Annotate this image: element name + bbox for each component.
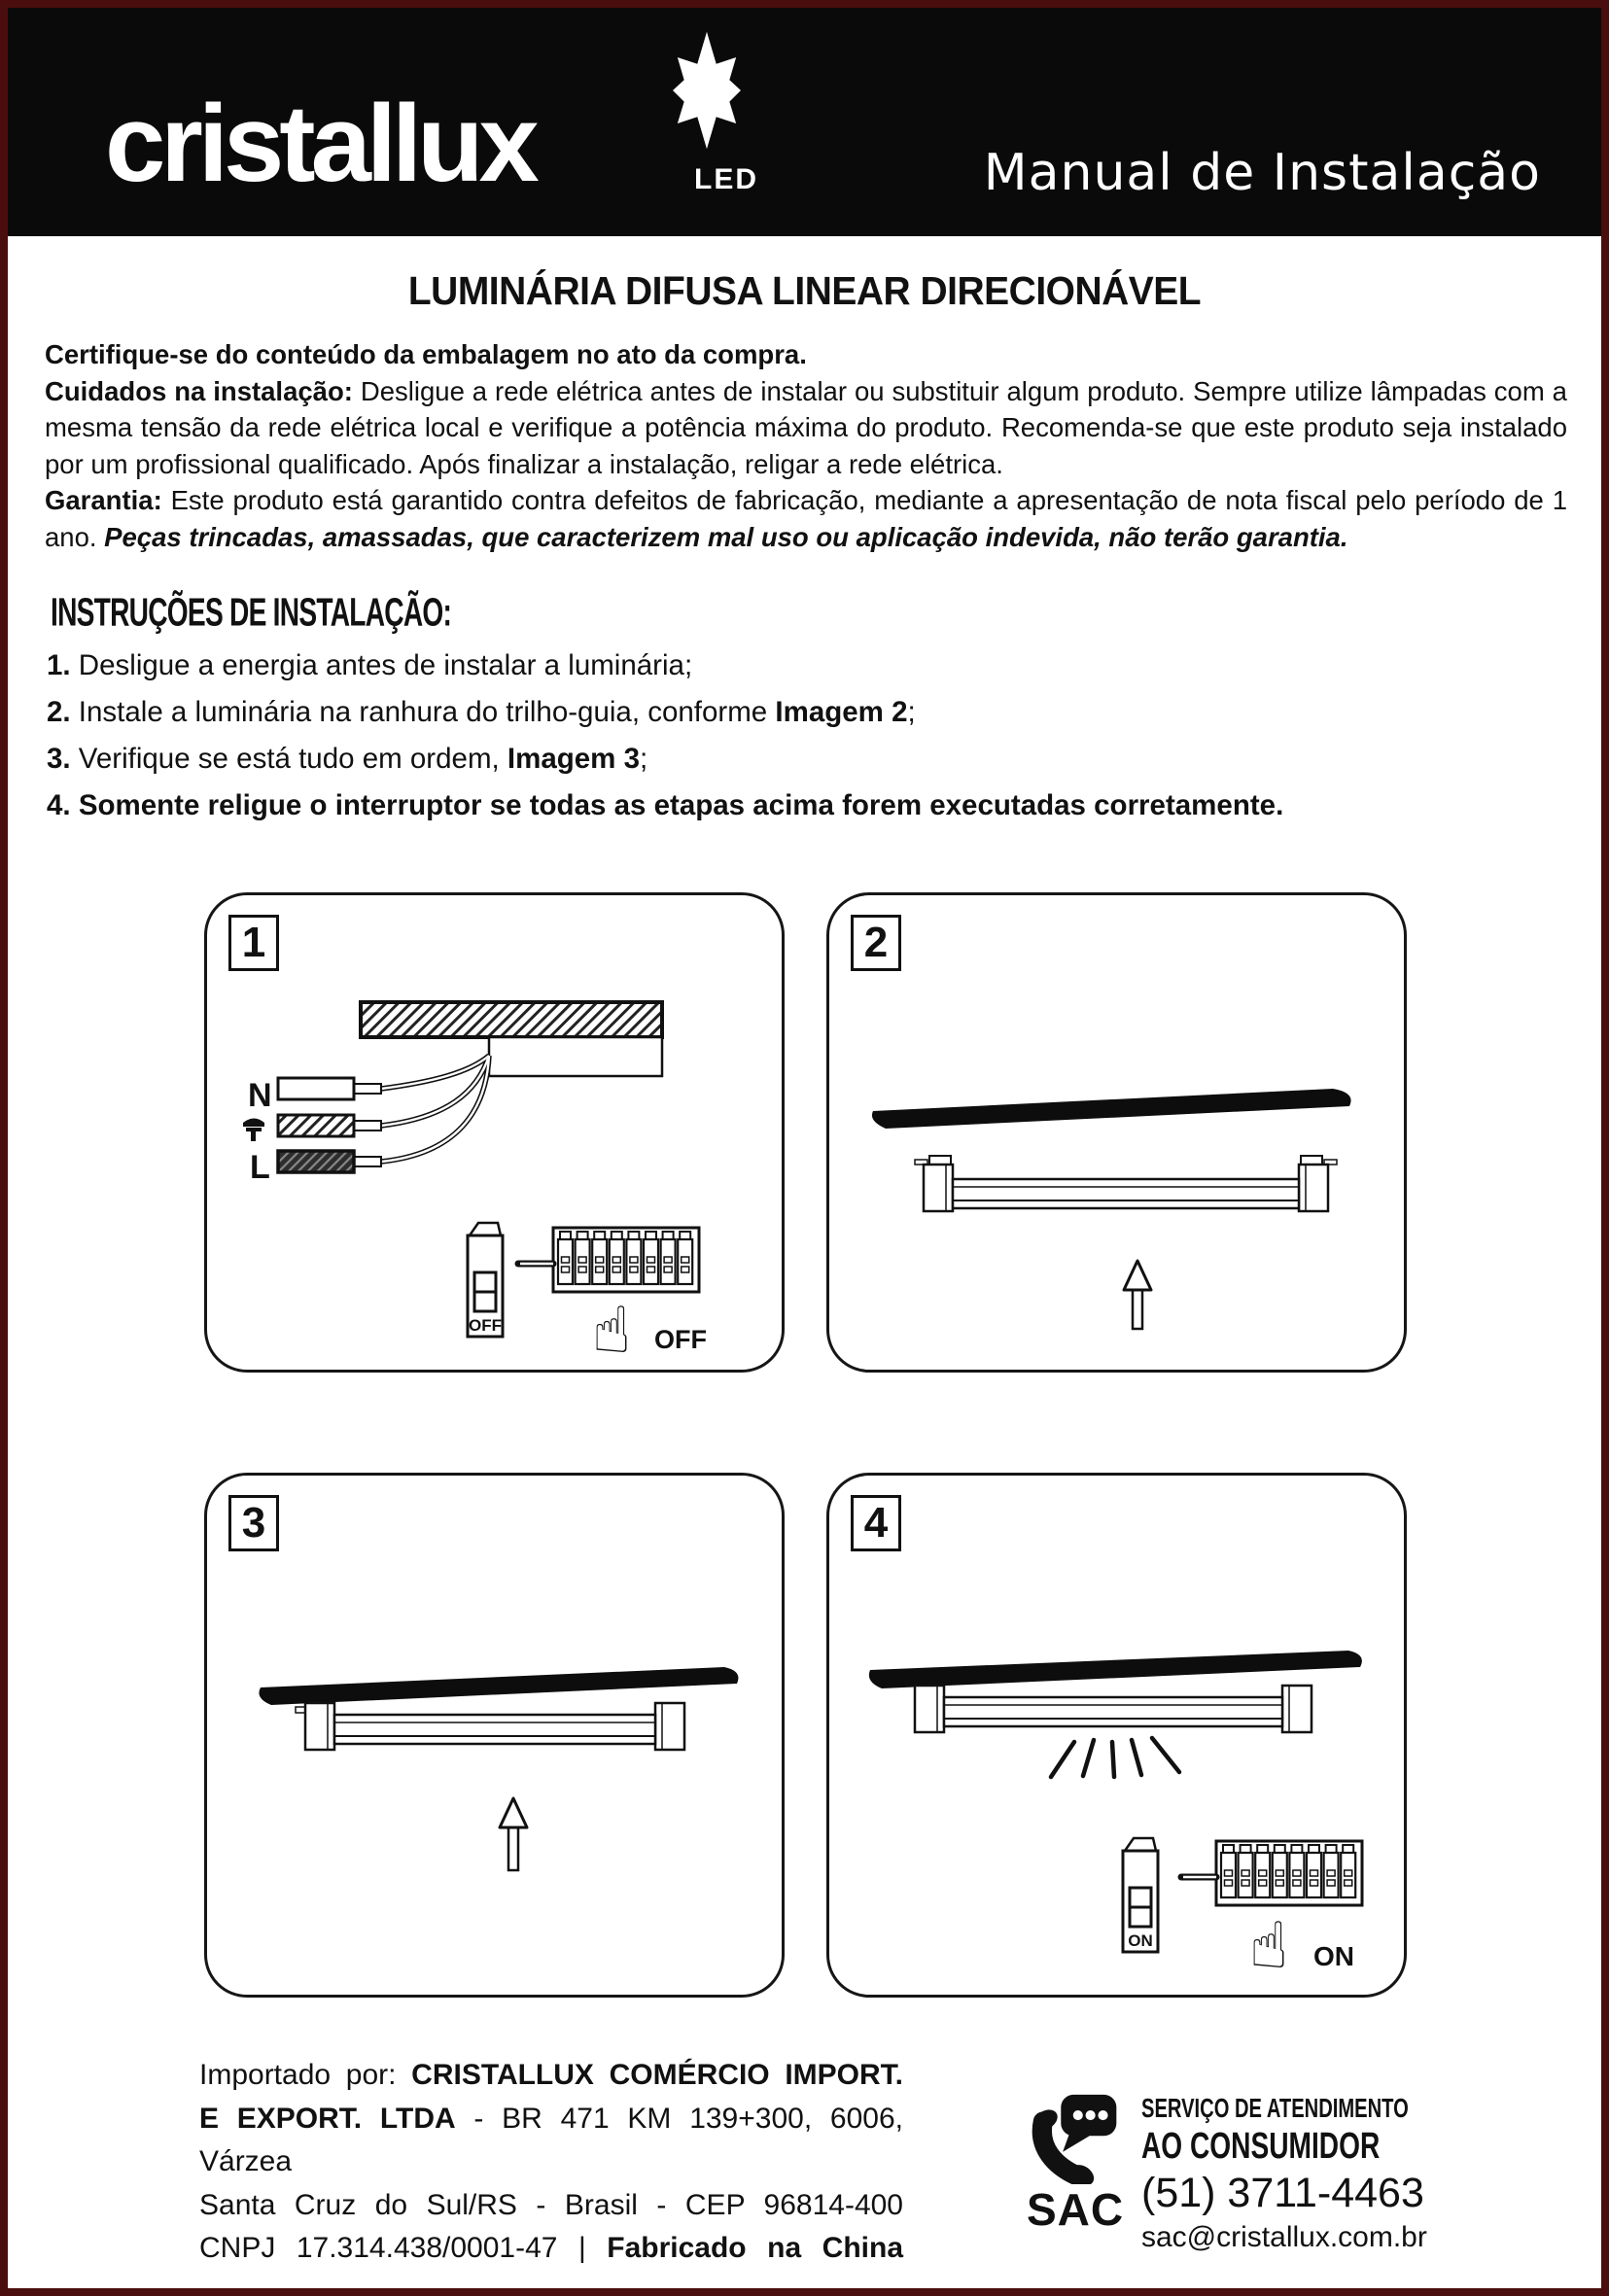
importer-info bbox=[199, 2054, 903, 2271]
sac-service-line: SERVIÇO DE ATENDIMENTO bbox=[1141, 2093, 1409, 2123]
luminaire bbox=[915, 1686, 1312, 1732]
instructions-steps bbox=[47, 643, 1563, 829]
panel-number-badge: 3 bbox=[228, 1495, 279, 1551]
sac-consumer-line: AO CONSUMIDOR bbox=[1141, 2126, 1381, 2167]
diagram-panel-4 bbox=[826, 1473, 1407, 1998]
step-2: 2. Instale a luminária na ranhura do trilho-guia, conforme Imagem 2; bbox=[47, 696, 916, 728]
wire-live bbox=[278, 1151, 354, 1172]
track-insert-diagram bbox=[829, 895, 1404, 1370]
panel-number-badge: 4 bbox=[851, 1495, 901, 1551]
breaker-on-label: ON bbox=[1128, 1931, 1153, 1950]
importer-line-1: Importado por: CRISTALLUX COMÉRCIO IMPORT. bbox=[199, 2059, 904, 2091]
brand-led-label: LED bbox=[694, 163, 758, 195]
diagram-panel-3 bbox=[204, 1473, 785, 1998]
care-paragraph: Cuidados na instalação: Desligue a rede elétrica antes de instalar ou substituir algum produto. Sempre utilize lâmpadas com a mesma tensão da rede elétrica local e verifique a potência máxima do produto. Recomenda-se que este produto seja instalado por um profissional qualificado. Após finalizar a instalação, religar a rede elétrica. bbox=[45, 375, 1567, 479]
breaker-off bbox=[468, 1223, 503, 1337]
track-rail bbox=[872, 1089, 1351, 1129]
action-off-label: OFF bbox=[654, 1325, 707, 1354]
wire-n-label: N bbox=[248, 1077, 272, 1114]
breaker-off-label: OFF bbox=[469, 1316, 502, 1335]
sac-block bbox=[1019, 2093, 1513, 2254]
driver-box bbox=[489, 1037, 662, 1076]
ceiling-hatch bbox=[361, 1002, 662, 1037]
instructions-heading: INSTRUÇÕES DE INSTALAÇÃO: bbox=[51, 591, 452, 636]
action-on-label: ON bbox=[1313, 1941, 1354, 1971]
luminaire bbox=[915, 1156, 1337, 1211]
importer-line-4: CNPJ 17.314.438/0001-47 | Fabricado na China bbox=[199, 2232, 904, 2264]
terminal-block bbox=[1216, 1841, 1362, 1905]
header-banner bbox=[8, 8, 1601, 236]
phone-sac-icon bbox=[1031, 2093, 1120, 2184]
brand-wordmark: cristallux bbox=[105, 83, 535, 204]
luminaire bbox=[296, 1703, 684, 1750]
wire-earth bbox=[278, 1115, 354, 1136]
power-on-diagram bbox=[829, 1476, 1404, 1995]
up-arrow-icon bbox=[500, 1798, 527, 1870]
terminal-block bbox=[553, 1228, 699, 1292]
importer-line-2: E EXPORT. LTDA - BR 471 KM 139+300, 6006, Várzea bbox=[199, 2102, 903, 2177]
intro-text bbox=[45, 336, 1567, 555]
panel-number-badge: 1 bbox=[228, 915, 279, 971]
diagram-panel-1 bbox=[204, 892, 785, 1373]
diamond-logo-icon bbox=[673, 23, 741, 157]
sac-email: sac@cristallux.com.br bbox=[1141, 2221, 1427, 2253]
light-rays-icon bbox=[1051, 1738, 1179, 1777]
track-rail bbox=[869, 1651, 1362, 1688]
check-line: Certifique-se do conteúdo da embalagem no ato da compra. bbox=[45, 339, 807, 369]
diagram-panel-2 bbox=[826, 892, 1407, 1373]
pointing-hand-icon: ☝ bbox=[592, 1293, 632, 1368]
up-arrow-icon bbox=[1124, 1261, 1151, 1329]
page-title: LUMINÁRIA DIFUSA LINEAR DIRECIONÁVEL bbox=[407, 268, 1202, 313]
importer-line-3: Santa Cruz do Sul/RS - Brasil - CEP 96814-400 bbox=[199, 2188, 903, 2221]
wire-neutral bbox=[278, 1078, 354, 1099]
step-1: 1. Desligue a energia antes de instalar a luminária; bbox=[47, 649, 693, 681]
earth-ground-icon bbox=[243, 1119, 264, 1142]
sac-phone-number: (51) 3711-4463 bbox=[1141, 2170, 1424, 2216]
step-3: 3. Verifique se está tudo em ordem, Imagem 3; bbox=[47, 743, 648, 775]
wiring-diagram bbox=[207, 895, 782, 1370]
installed-check-diagram bbox=[207, 1476, 782, 1995]
wire-l-label: L bbox=[250, 1149, 270, 1186]
pointing-hand-icon: ☝ bbox=[1249, 1908, 1289, 1983]
sac-label: SAC bbox=[1026, 2184, 1125, 2235]
warranty-paragraph: Garantia: Este produto está garantido contra defeitos de fabricação, mediante a apresentação de nota fiscal pelo período de 1 ano. Peças trincadas, amassadas, que caracterizem mal uso ou aplicação indevida, não terão garantia. bbox=[45, 485, 1567, 552]
panel-number-badge: 2 bbox=[851, 915, 901, 971]
manual-title: Manual de Instalação bbox=[983, 144, 1541, 202]
wires bbox=[381, 1056, 489, 1162]
breaker-on bbox=[1123, 1838, 1158, 1952]
step-4: 4. Somente religue o interruptor se todas as etapas acima forem executadas corretamente. bbox=[47, 789, 1284, 821]
